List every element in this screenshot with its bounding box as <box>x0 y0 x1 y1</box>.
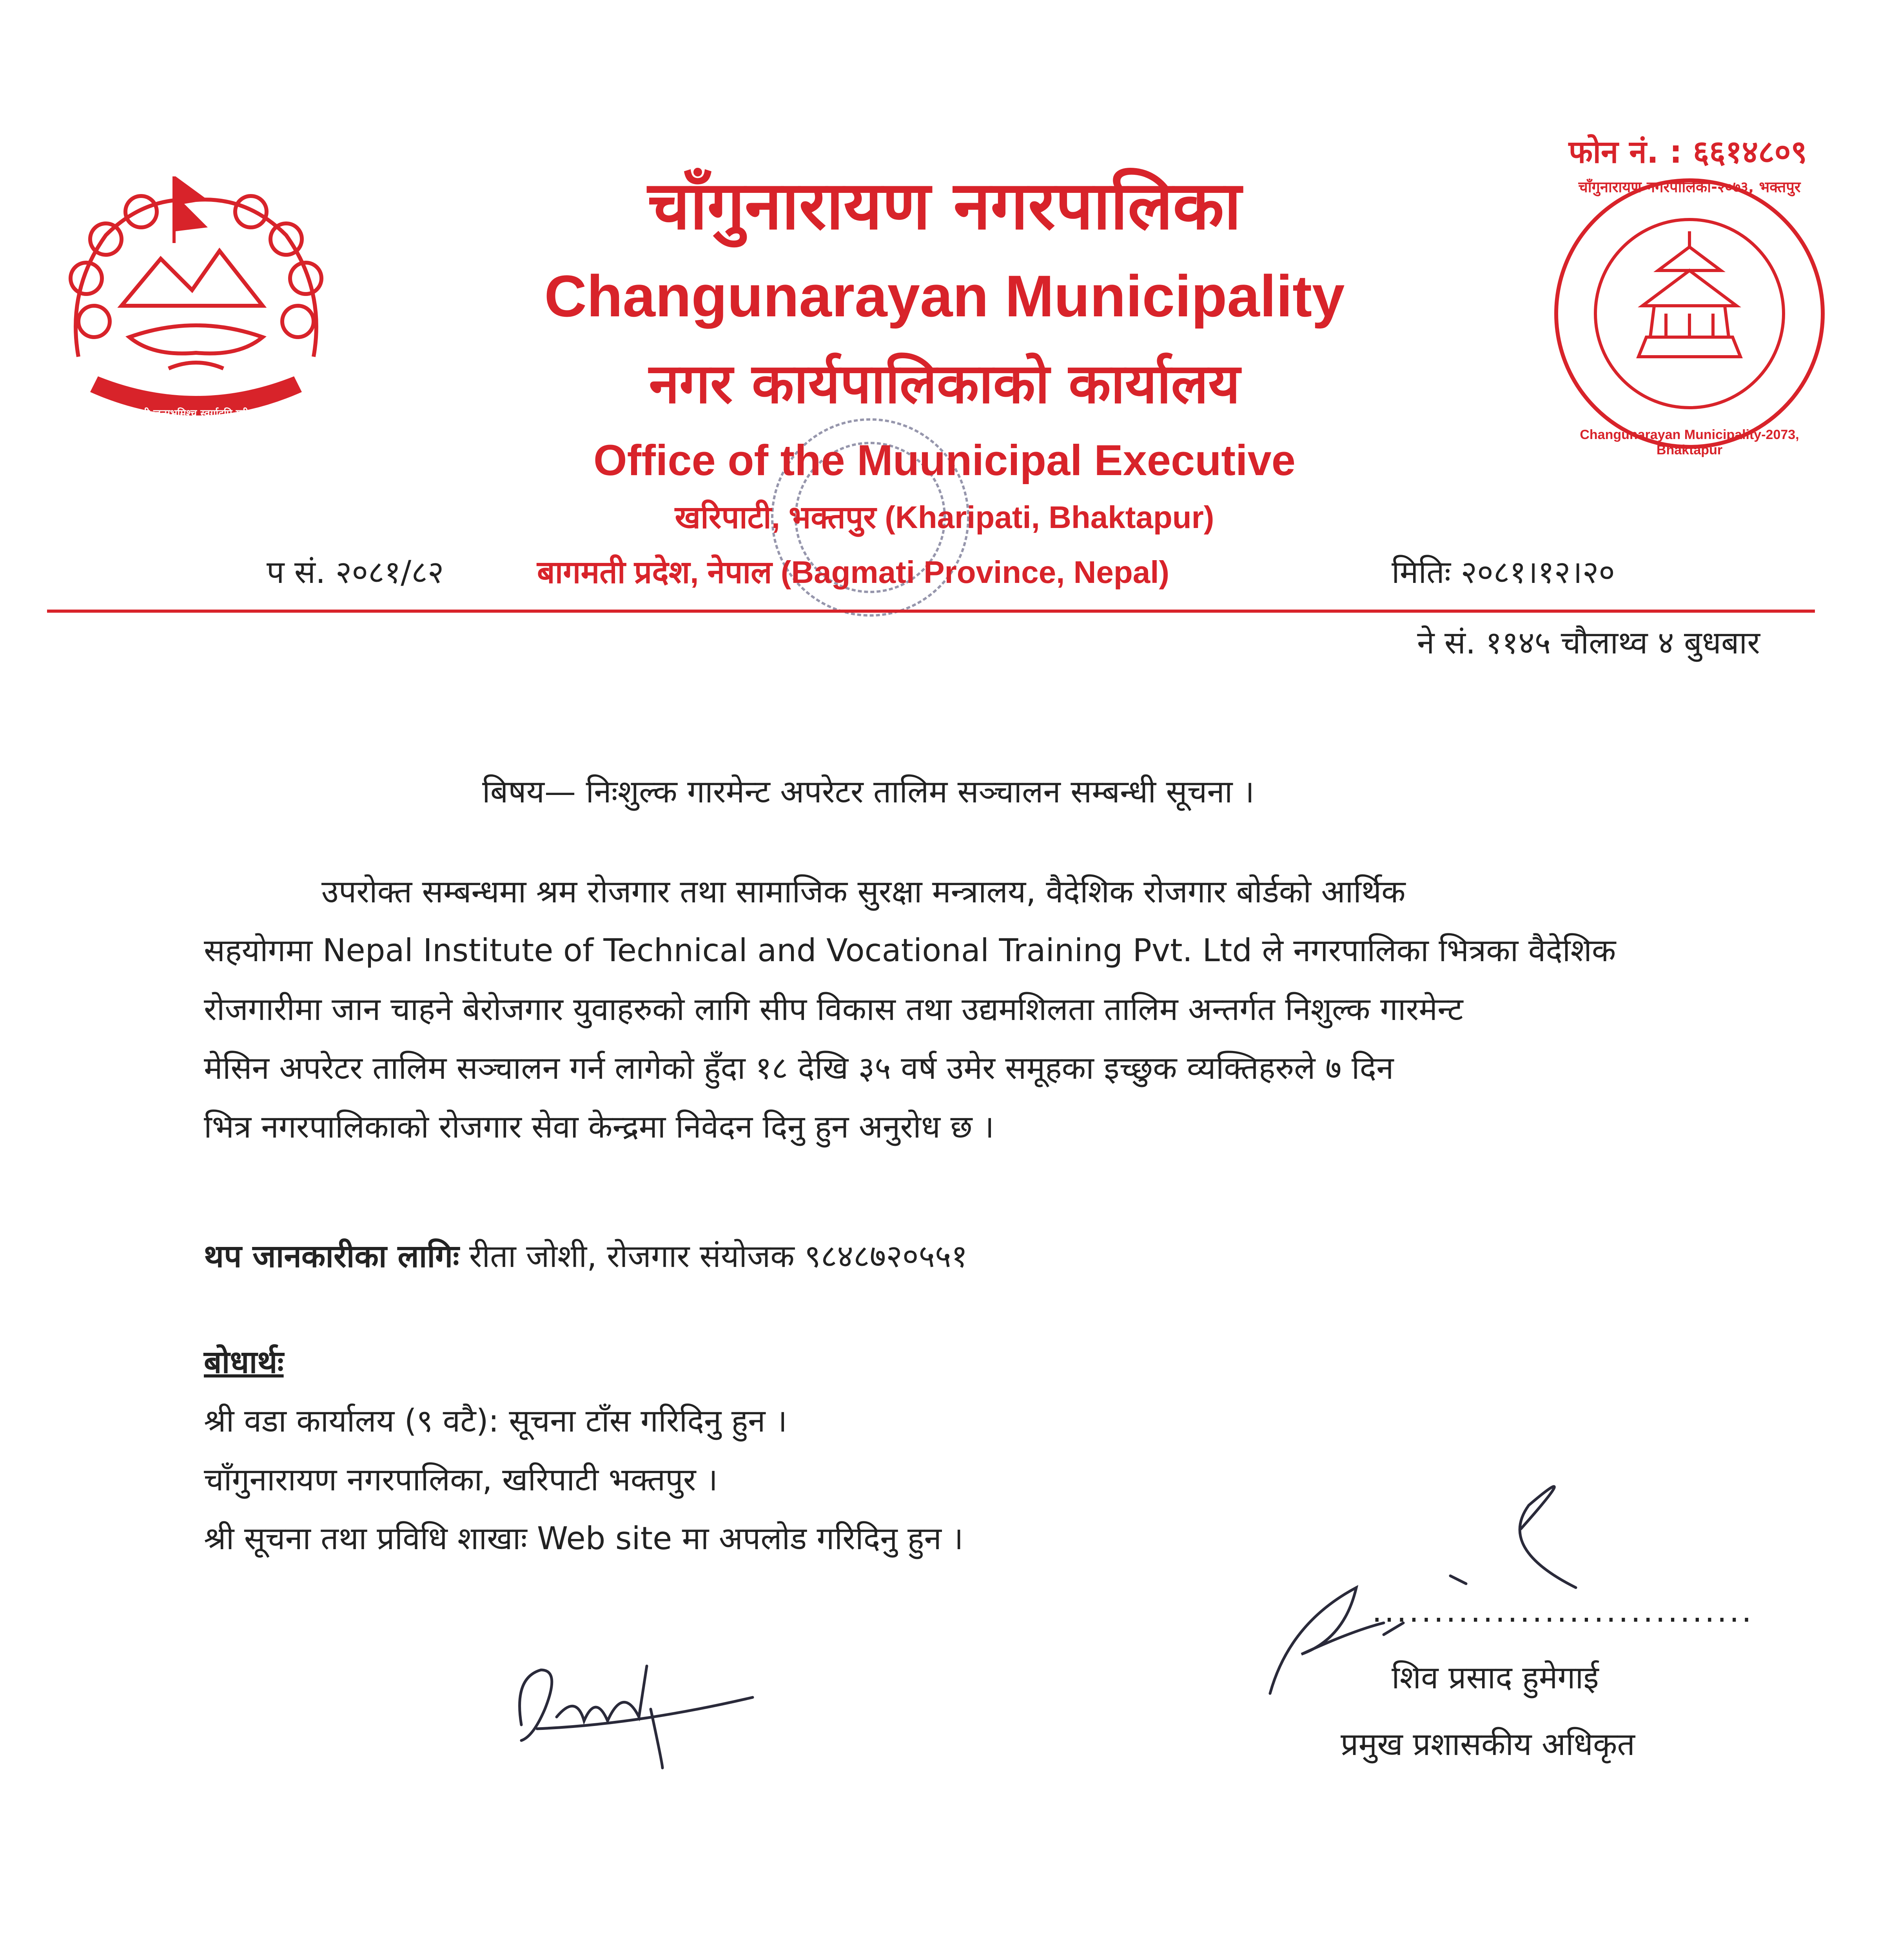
municipality-name-en: Changunarayan Municipality <box>544 263 1345 329</box>
municipality-name-np: चाँगुनारायण नगरपालिका <box>648 167 1241 245</box>
cc-item: चाँगुनारायण नगरपालिका, खरिपाटी भक्तपुर । <box>204 1461 718 1498</box>
signature-dots: ............................... <box>1372 1593 1754 1629</box>
body-line: सहयोगमा Nepal Institute of Technical and Vocational Training Pvt. Ltd ले नगरपालिका भित्रका वैदेशिक <box>204 932 1616 969</box>
contact-info <box>204 1227 967 1286</box>
contact-label: थप जानकारीका लागिः <box>204 1238 459 1274</box>
phone-number: फोन नं. : ६६१४८०९ <box>1568 134 1807 170</box>
cc-item: श्री सूचना तथा प्रविधि शाखाः Web site मा अपलोड गरिदिनु हुन । <box>204 1520 964 1557</box>
signatory-designation: प्रमुख प्रशासकीय अधिकृत <box>1341 1726 1635 1762</box>
letter-body <box>204 862 1752 1156</box>
body-line: भित्र नगरपालिकाको रोजगार सेवा केन्द्रमा निवेदन दिनु हुन अनुरोध छ । <box>204 1109 994 1145</box>
cc-item: श्री वडा कार्यालय (९ वटै): सूचना टाँस गरिदिनु हुन । <box>204 1403 788 1439</box>
contact-value: रीता जोशी, रोजगार संयोजक ९८४८७२०५५१ <box>469 1238 968 1274</box>
letter-date: मितिः २०८१।१२।२० <box>1392 554 1615 590</box>
address-line-1: खरिपाटी, भक्तपुर (Kharipati, Bhaktapur) <box>675 500 1214 535</box>
body-line: मेसिन अपरेटर तालिम सञ्चालन गर्न लागेको हुँदा १८ देखि ३५ वर्ष उमेर समूहका इच्छुक व्यक्तिहरुले ७ दिन <box>204 1050 1394 1086</box>
letter-subject: बिषय— निःशुल्क गारमेन्ट अपरेटर तालिम सञ्चालन सम्बन्धी सूचना । <box>482 773 1255 810</box>
body-line: उपरोक्त सम्बन्धमा श्रम रोजगार तथा सामाजिक सुरक्षा मन्त्रालय, वैदेशिक रोजगार बोर्डको आर्थिक <box>321 873 1406 910</box>
seal-text: चाँगुनारायण नगरपालिका-२०७३, भक्तपुर <box>1578 178 1801 196</box>
header-divider <box>47 610 1815 613</box>
cc-heading: बोधार्थः <box>204 1344 284 1380</box>
office-name-np: नगर कार्यपालिकाको कार्यालय <box>649 352 1240 416</box>
signatory-name: शिव प्रसाद हुमेगाई <box>1392 1659 1599 1696</box>
body-line: रोजगारीमा जान चाहने बेरोजगार युवाहरुको लागि सीप विकास तथा उद्यमशिलता तालिम अन्तर्गत निशुल्क गारमेन्ट <box>204 991 1463 1027</box>
left-signature <box>498 1646 772 1772</box>
address-line-2: बागमती प्रदेश, नेपाल (Bagmati Province, Nepal) <box>537 555 1170 590</box>
nepal-sambat-date: ने सं. ११४५ चौलाथ्व ४ बुधबार <box>1417 624 1760 661</box>
seal-text-en: Changunarayan Municipality-2073, Bhaktapur <box>1580 427 1799 457</box>
emblem-motto: जननी जन्मभूमिश्च स्वर्गादपि गरीयसी <box>128 408 264 419</box>
cc-section <box>204 1333 964 1568</box>
office-name-en: Office of the Muunicipal Executive <box>593 436 1296 485</box>
reference-number: प सं. २०८१/८२ <box>267 554 444 590</box>
